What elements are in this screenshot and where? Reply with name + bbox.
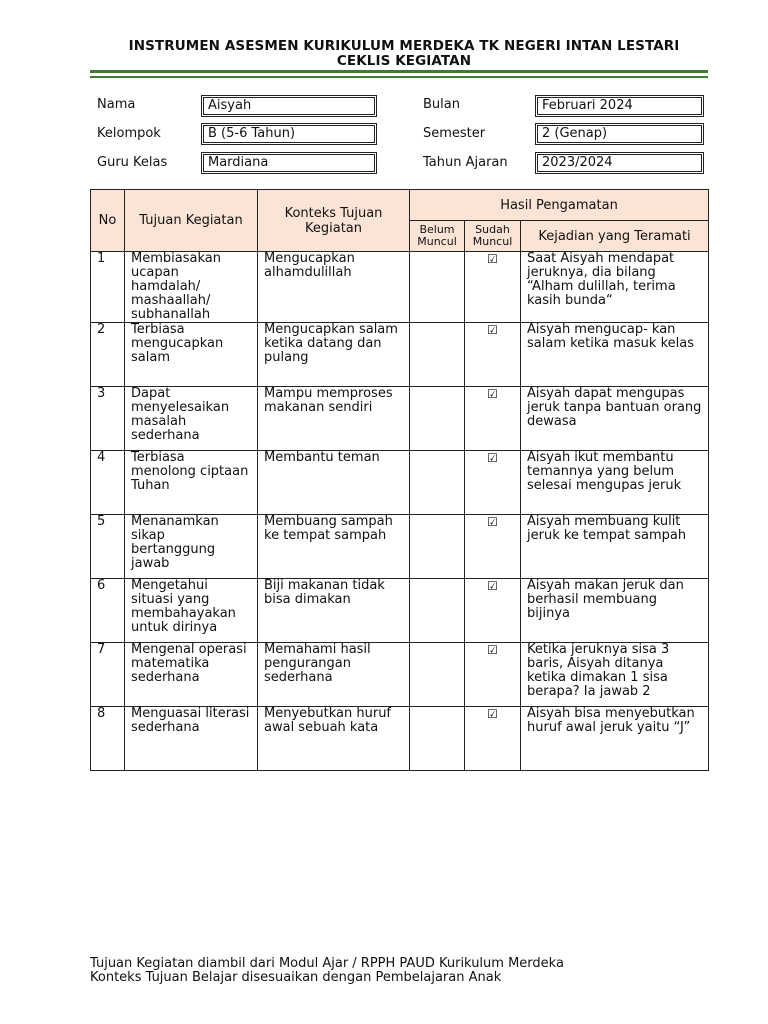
semester-label: Semester bbox=[423, 126, 486, 141]
table-row bbox=[91, 707, 709, 771]
checkbox-checked-icon: ☑ bbox=[487, 387, 498, 401]
belum-muncul-cell bbox=[410, 579, 465, 643]
sudah-muncul-cell bbox=[465, 643, 521, 707]
header-sudah-muncul: Sudah Muncul bbox=[465, 221, 521, 252]
bulan-field: Februari 2024 bbox=[535, 95, 704, 117]
table-row bbox=[91, 387, 709, 451]
konteks-tujuan-cell: Mampu memproses makanan sendiri bbox=[258, 387, 410, 451]
checkbox-checked-icon: ☑ bbox=[487, 579, 498, 593]
nama-label: Nama bbox=[97, 97, 136, 112]
belum-muncul-cell bbox=[410, 643, 465, 707]
belum-muncul-cell bbox=[410, 323, 465, 387]
checkbox-checked-icon: ☑ bbox=[487, 643, 498, 657]
tahun-ajaran-field: 2023/2024 bbox=[535, 152, 704, 174]
document-subtitle: CEKLIS KEGIATAN bbox=[336, 53, 472, 69]
title-rule-thick bbox=[90, 70, 708, 73]
belum-muncul-cell bbox=[410, 451, 465, 515]
belum-muncul-cell bbox=[410, 387, 465, 451]
kelompok-field: B (5-6 Tahun) bbox=[201, 123, 377, 145]
row-number: 6 bbox=[91, 579, 125, 643]
row-number: 5 bbox=[91, 515, 125, 579]
sudah-muncul-cell bbox=[465, 707, 521, 771]
checklist-table bbox=[90, 189, 709, 771]
header-belum-muncul: Belum Muncul bbox=[410, 221, 465, 252]
header-hasil-pengamatan: Hasil Pengamatan bbox=[410, 190, 709, 221]
row-number: 8 bbox=[91, 707, 125, 771]
sudah-muncul-cell bbox=[465, 252, 521, 323]
kejadian-teramati-cell: Aisyah makan jeruk dan berhasil membuang bijinya bbox=[521, 579, 709, 643]
sudah-muncul-cell bbox=[465, 323, 521, 387]
konteks-tujuan-cell: Membantu teman bbox=[258, 451, 410, 515]
footer-note-2: Konteks Tujuan Belajar disesuaikan dengan Pembelajaran Anak bbox=[90, 970, 502, 985]
tujuan-kegiatan-cell: Menguasai literasi sederhana bbox=[125, 707, 258, 771]
table-row bbox=[91, 515, 709, 579]
konteks-tujuan-cell: Biji makanan tidak bisa dimakan bbox=[258, 579, 410, 643]
konteks-tujuan-cell: Memahami hasil pengurangan sederhana bbox=[258, 643, 410, 707]
kejadian-teramati-cell: Aisyah membuang kulit jeruk ke tempat sampah bbox=[521, 515, 709, 579]
kejadian-teramati-cell: Aisyah dapat mengupas jeruk tanpa bantuan orang dewasa bbox=[521, 387, 709, 451]
belum-muncul-cell bbox=[410, 252, 465, 323]
row-number: 2 bbox=[91, 323, 125, 387]
tujuan-kegiatan-cell: Dapat menyelesaikan masalah sederhana bbox=[125, 387, 258, 451]
header-no: No bbox=[91, 190, 125, 252]
tujuan-kegiatan-cell: Terbiasa mengucapkan salam bbox=[125, 323, 258, 387]
row-number: 7 bbox=[91, 643, 125, 707]
sudah-muncul-cell bbox=[465, 451, 521, 515]
tujuan-kegiatan-cell: Terbiasa menolong ciptaan Tuhan bbox=[125, 451, 258, 515]
semester-field: 2 (Genap) bbox=[535, 123, 704, 145]
guru-kelas-label: Guru Kelas bbox=[97, 155, 168, 170]
tujuan-kegiatan-cell: Mengetahui situasi yang membahayakan untuk dirinya bbox=[125, 579, 258, 643]
row-number: 1 bbox=[91, 252, 125, 323]
guru-kelas-field: Mardiana bbox=[201, 152, 377, 174]
bulan-label: Bulan bbox=[423, 97, 460, 112]
kejadian-teramati-cell: Saat Aisyah mendapat jeruknya, dia bilang “Alham dulillah, terima kasih bunda“ bbox=[521, 252, 709, 323]
kejadian-teramati-cell: Ketika jeruknya sisa 3 baris, Aisyah ditanya ketika dimakan 1 sisa berapa? Ia jawab 2 bbox=[521, 643, 709, 707]
konteks-tujuan-cell: Mengucapkan salam ketika datang dan pulang bbox=[258, 323, 410, 387]
table-row bbox=[91, 252, 709, 323]
table-row bbox=[91, 579, 709, 643]
belum-muncul-cell bbox=[410, 515, 465, 579]
nama-field: Aisyah bbox=[201, 95, 377, 117]
checkbox-checked-icon: ☑ bbox=[487, 323, 498, 337]
table-row bbox=[91, 643, 709, 707]
row-number: 4 bbox=[91, 451, 125, 515]
tujuan-kegiatan-cell: Menanamkan sikap bertanggung jawab bbox=[125, 515, 258, 579]
title-rule-thin bbox=[90, 76, 708, 78]
document-title: INSTRUMEN ASESMEN KURIKULUM MERDEKA TK NEGERI INTAN LESTARI bbox=[128, 38, 680, 54]
kejadian-teramati-cell: Aisyah ikut membantu temannya yang belum selesai mengupas jeruk bbox=[521, 451, 709, 515]
header-tujuan-kegiatan: Tujuan Kegiatan bbox=[125, 190, 258, 252]
header-kejadian-teramati: Kejadian yang Teramati bbox=[521, 221, 709, 252]
sudah-muncul-cell bbox=[465, 579, 521, 643]
konteks-tujuan-cell: Mengucapkan alhamdulillah bbox=[258, 252, 410, 323]
checkbox-checked-icon: ☑ bbox=[487, 707, 498, 721]
table-row bbox=[91, 451, 709, 515]
checkbox-checked-icon: ☑ bbox=[487, 515, 498, 529]
row-number: 3 bbox=[91, 387, 125, 451]
checkbox-checked-icon: ☑ bbox=[487, 252, 498, 266]
table-row bbox=[91, 323, 709, 387]
konteks-tujuan-cell: Membuang sampah ke tempat sampah bbox=[258, 515, 410, 579]
sudah-muncul-cell bbox=[465, 387, 521, 451]
sudah-muncul-cell bbox=[465, 515, 521, 579]
belum-muncul-cell bbox=[410, 707, 465, 771]
kejadian-teramati-cell: Aisyah mengucap- kan salam ketika masuk kelas bbox=[521, 323, 709, 387]
checkbox-checked-icon: ☑ bbox=[487, 451, 498, 465]
tahun-ajaran-label: Tahun Ajaran bbox=[423, 155, 508, 170]
footer-note-1: Tujuan Kegiatan diambil dari Modul Ajar / RPPH PAUD Kurikulum Merdeka bbox=[90, 956, 564, 971]
konteks-tujuan-cell: Menyebutkan huruf awal sebuah kata bbox=[258, 707, 410, 771]
kejadian-teramati-cell: Aisyah bisa menyebutkan huruf awal jeruk yaitu “J” bbox=[521, 707, 709, 771]
tujuan-kegiatan-cell: Mengenal operasi matematika sederhana bbox=[125, 643, 258, 707]
kelompok-label: Kelompok bbox=[97, 126, 161, 141]
tujuan-kegiatan-cell: Membiasakan ucapan hamdalah/ mashaallah/ subhanallah bbox=[125, 252, 258, 323]
header-konteks-tujuan: Konteks Tujuan Kegiatan bbox=[258, 190, 410, 252]
